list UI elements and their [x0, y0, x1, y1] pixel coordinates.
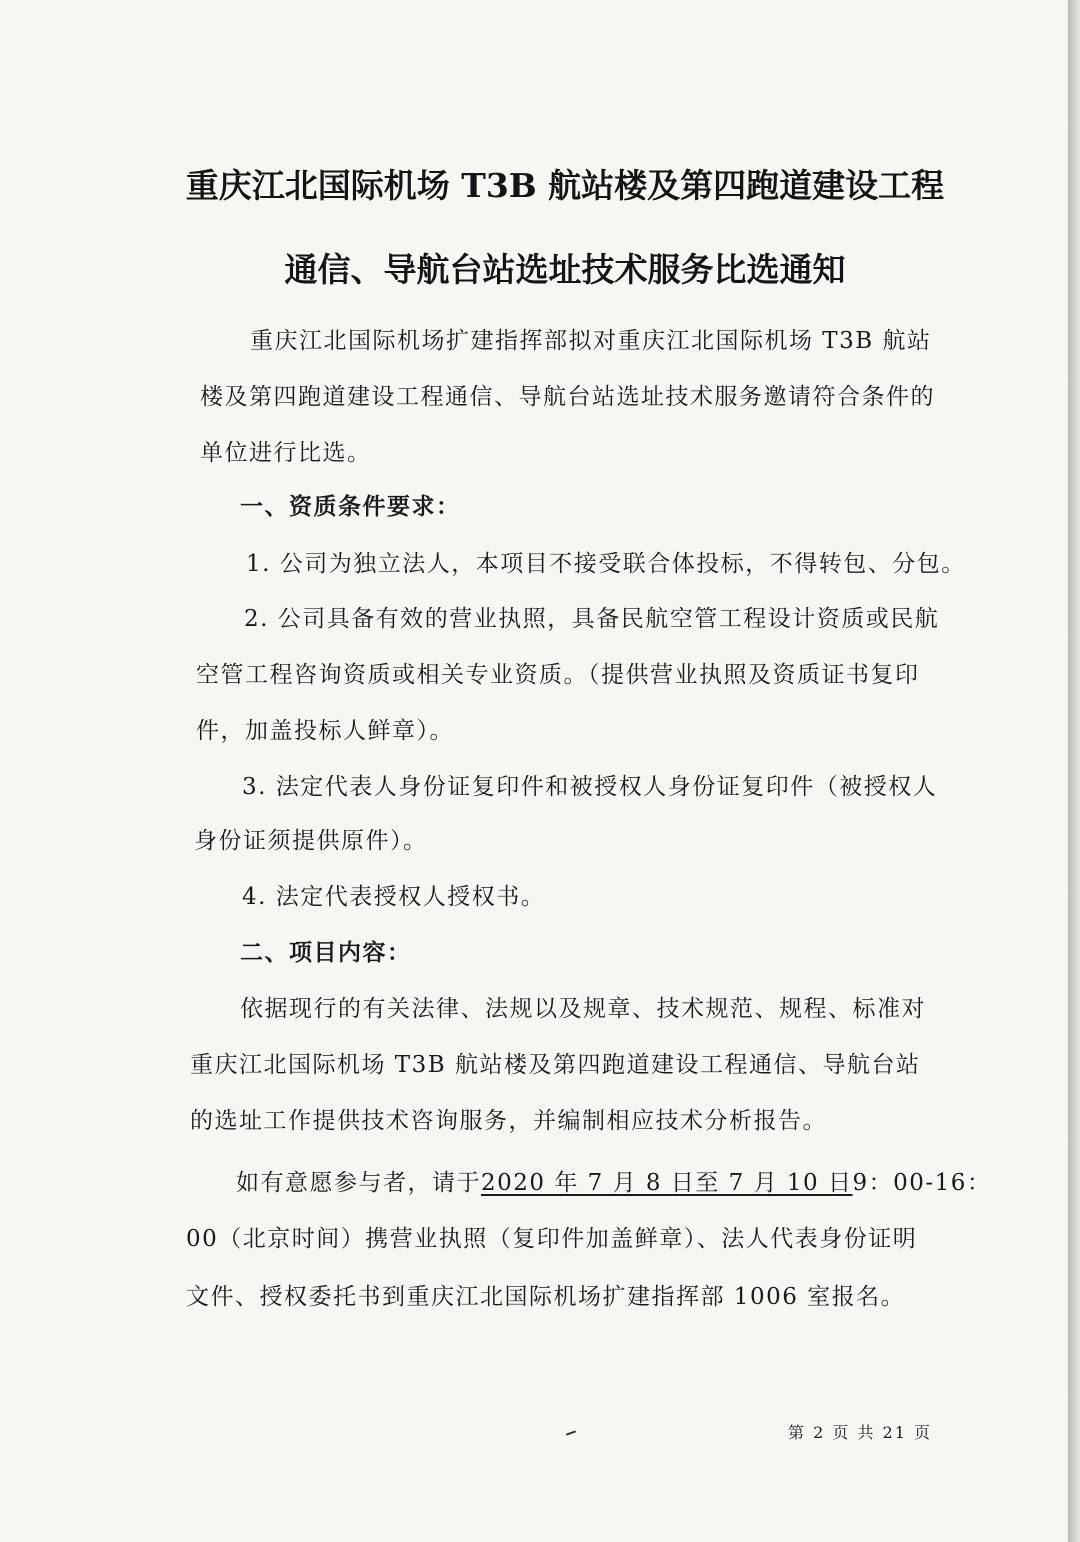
document-title-line-2: 通信、导航台站选址技术服务比选通知 — [284, 250, 846, 289]
registration-dates: 2020 年 7 月 8 日至 7 月 10 日 — [481, 1170, 853, 1196]
registration-prefix: 如有意愿参与者，请于 — [236, 1170, 481, 1196]
intro-line-2: 楼及第四跑道建设工程通信、导航台站选址技术服务邀请符合条件的 — [200, 384, 935, 410]
registration-time: 9：00-16： — [852, 1170, 992, 1196]
scan-speck — [566, 1430, 576, 1435]
section-1-heading: 一、资质条件要求： — [240, 493, 461, 520]
page-number-footer: 第 2 页 共 21 页 — [788, 1423, 932, 1442]
requirement-item-2-line-1: 2. 公司具备有效的营业执照，具备民航空管工程设计资质或民航 — [244, 606, 940, 632]
requirement-item-1: 1. 公司为独立法人，本项目不接受联合体投标，不得转包、分包。 — [246, 551, 966, 577]
requirement-item-3-line-1: 3. 法定代表人身份证复印件和被授权人身份证复印件（被授权人 — [242, 774, 938, 800]
registration-line-1 — [236, 1164, 991, 1197]
intro-line-1: 重庆江北国际机场扩建指挥部拟对重庆江北国际机场 T3B 航站 — [250, 328, 932, 354]
requirement-item-3-line-2: 身份证须提供原件）。 — [194, 828, 428, 854]
requirement-item-4: 4. 法定代表授权人授权书。 — [242, 884, 546, 910]
page-edge-shadow — [1068, 0, 1080, 1542]
registration-line-2: 00（北京时间）携营业执照（复印件加盖鲜章）、法人代表身份证明 — [186, 1226, 918, 1252]
project-content-line-2: 重庆江北国际机场 T3B 航站楼及第四跑道建设工程通信、导航台站 — [190, 1052, 921, 1078]
requirement-item-2-line-3: 件，加盖投标人鲜章）。 — [196, 718, 454, 744]
registration-line-3: 文件、授权委托书到重庆江北国际机场扩建指挥部 1006 室报名。 — [186, 1284, 906, 1310]
intro-line-3: 单位进行比选。 — [200, 440, 372, 466]
requirement-item-2-line-2: 空管工程咨询资质或相关专业资质。（提供营业执照及资质证书复印 — [196, 662, 920, 688]
section-2-heading: 二、项目内容： — [240, 939, 412, 966]
project-content-line-1: 依据现行的有关法律、法规以及规章、技术规范、规程、标准对 — [240, 996, 926, 1022]
document-title-line-1: 重庆江北国际机场 T3B 航站楼及第四跑道建设工程 — [185, 166, 945, 205]
project-content-line-3: 的选址工作提供技术咨询服务，并编制相应技术分析报告。 — [190, 1108, 827, 1134]
